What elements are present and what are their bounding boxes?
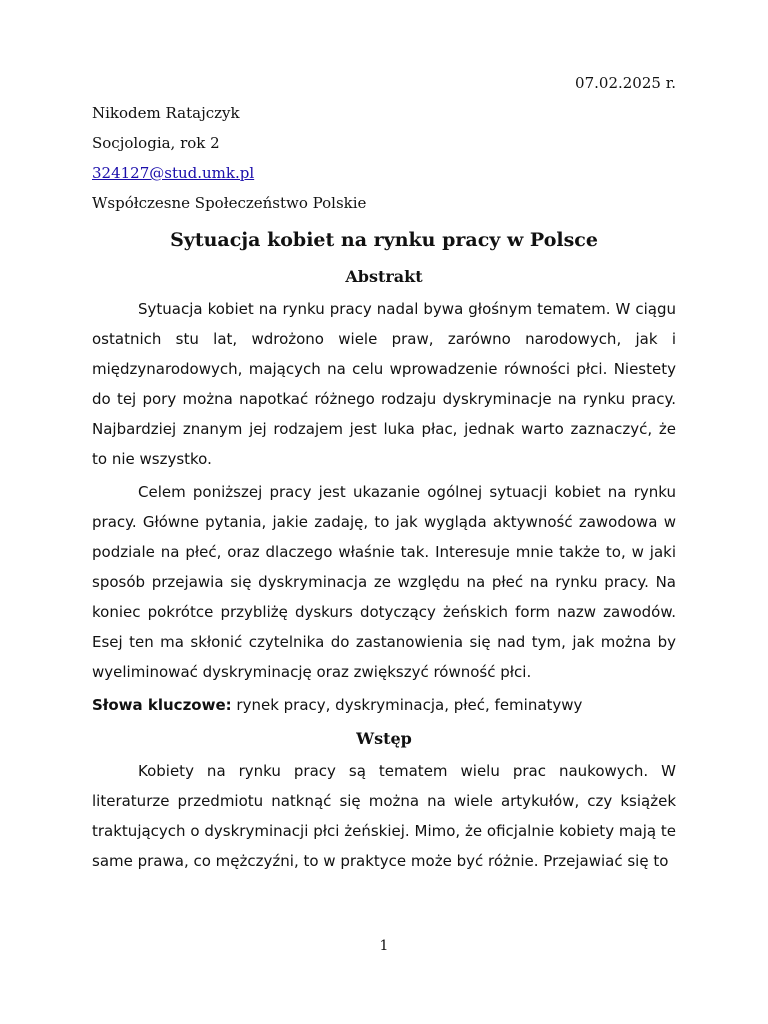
course-name: Współczesne Społeczeństwo Polskie bbox=[92, 194, 367, 212]
abstract-paragraph-1: Sytuacja kobiet na rynku pracy nadal bywa głośnym tematem. W ciągu ostatnich stu lat, wdrożono wiele praw, zarówno narodowych, jak i międzynarodowych, mających na celu wprowadzenie równości płci. Niestety do tej pory można napotkać różnego rodzaju dyskryminacje na rynku pracy. Najbardziej znanym jej rodzajem jest luka płac, jednak warto zaznaczyć, że to nie wszystko. bbox=[92, 300, 676, 468]
introduction-heading: Wstęp bbox=[356, 729, 412, 748]
abstract-heading: Abstrakt bbox=[345, 267, 423, 286]
introduction-paragraph-1: Kobiety na rynku pracy są tematem wielu prac naukowych. W literaturze przedmiotu natknąć się można na wiele artykułów, czy książek traktujących o dyskryminacji płci żeńskiej. Mimo, że oficjalnie kobiety mają te same prawa, co mężczyźni, to w praktyce może być różnie. Przejawiać się to bbox=[92, 762, 676, 870]
keywords-value: rynek pracy, dyskryminacja, płeć, feminatywy bbox=[231, 696, 583, 714]
study-program: Socjologia, rok 2 bbox=[92, 134, 220, 152]
keywords-line bbox=[92, 690, 676, 720]
author-name: Nikodem Ratajczyk bbox=[92, 104, 240, 122]
page-number: 1 bbox=[379, 938, 389, 954]
author-email-link[interactable]: 324127@stud.umk.pl bbox=[92, 164, 255, 182]
keywords-label: Słowa kluczowe: bbox=[92, 696, 232, 714]
author-email-line bbox=[92, 158, 676, 188]
document-title: Sytuacja kobiet na rynku pracy w Polsce bbox=[170, 229, 598, 251]
document-body bbox=[92, 68, 676, 879]
abstract-paragraph-2: Celem poniższej pracy jest ukazanie ogólnej sytuacji kobiet na rynku pracy. Główne pytania, jakie zadaję, to jak wygląda aktywność zawodowa w podziale na płeć, oraz dlaczego właśnie tak. Interesuje mnie także to, w jaki sposób przejawia się dyskryminacja ze względu na płeć na rynku pracy. Na koniec pokrótce przybliżę dyskurs dotyczący żeńskich form nazw zawodów. Esej ten ma skłonić czytelnika do zastanowienia się nad tym, jak można by wyeliminować dyskryminację oraz zwiększyć równość płci. bbox=[92, 483, 676, 681]
document-date: 07.02.2025 r. bbox=[575, 74, 676, 92]
